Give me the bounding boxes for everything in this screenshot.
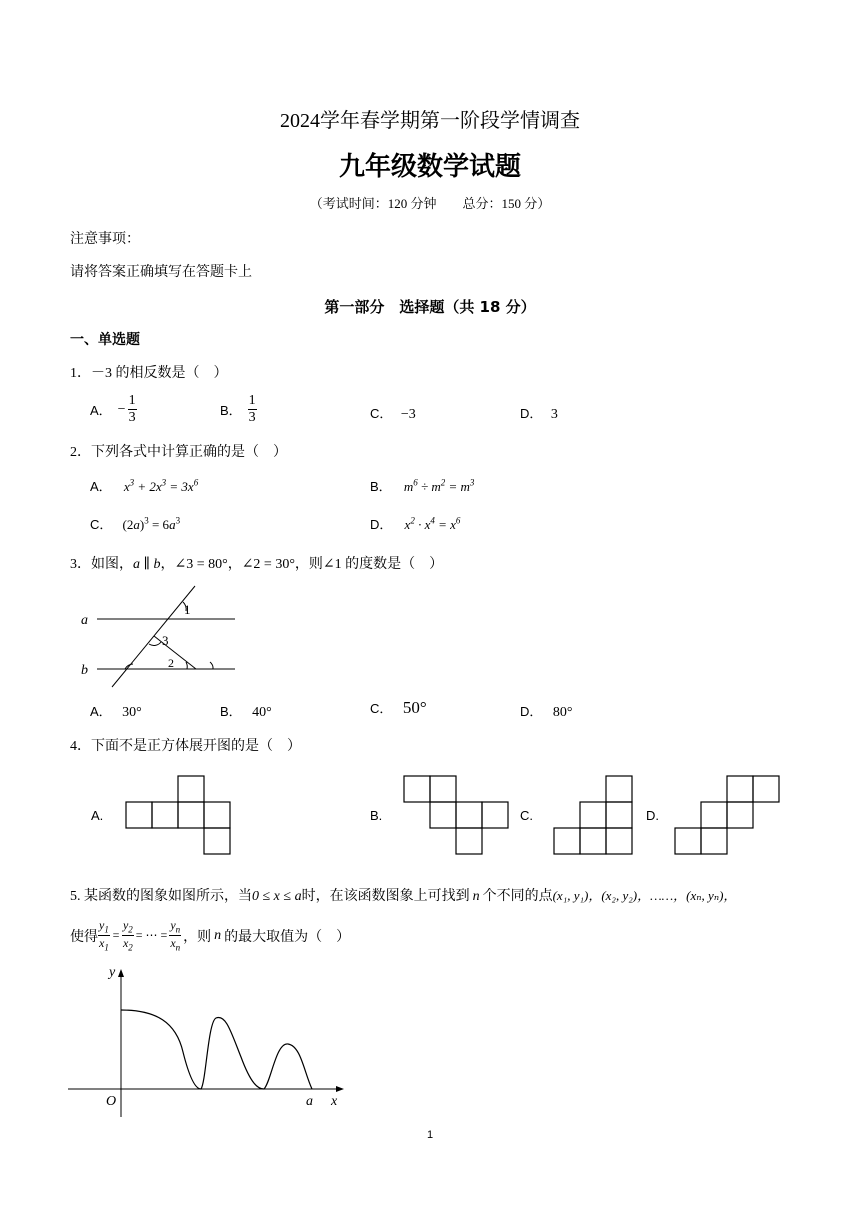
q2-option-d[interactable] bbox=[370, 514, 460, 533]
y-axis-arrow bbox=[118, 969, 124, 977]
q2-stem: 2．下列各式中计算正确的是（ ） bbox=[70, 445, 287, 460]
label-1: 1 bbox=[184, 602, 191, 617]
q3-a-label: A． bbox=[90, 704, 112, 719]
q1-a-label: A． bbox=[90, 403, 112, 418]
part1-title: 第一部分 选择题（共 18 分） bbox=[324, 298, 536, 316]
q3-d-label: D． bbox=[520, 704, 543, 719]
q5-stem-line2 bbox=[70, 919, 350, 953]
q2-option-b[interactable] bbox=[370, 476, 474, 495]
label-b: b bbox=[81, 663, 88, 678]
q3-a-value: 30° bbox=[122, 705, 142, 720]
angle-2-arc bbox=[186, 662, 187, 669]
q1-option-a[interactable] bbox=[90, 394, 137, 425]
graph-label-origin: O bbox=[106, 1094, 117, 1109]
q2-a-expr: $x^3 + 2x^3 = 3x^6$ bbox=[123, 477, 199, 494]
q2-option-c[interactable] bbox=[90, 514, 180, 533]
q4-net-a[interactable] bbox=[125, 775, 235, 857]
q1-b-den: 3 bbox=[248, 410, 256, 425]
q3-c-value: 50° bbox=[402, 698, 427, 717]
q5-stem2-b: ，则 bbox=[183, 929, 212, 945]
label-2: 2 bbox=[168, 656, 174, 670]
section-title: 一、单选题 bbox=[70, 332, 140, 348]
q5-ratio-expression: $\frac{y_1}{x_1}$ = $\frac{y_2}{x_2}$ = ⋯ = $\frac{y_n}{x_n}$ bbox=[99, 918, 181, 953]
q2-a-label: A． bbox=[90, 479, 112, 494]
q2-c-expr: $(2a)^3 = 6a^3$ bbox=[122, 515, 181, 532]
q5-stem1-cond: 0 ≤ x ≤ a bbox=[252, 889, 302, 904]
page-number: 1 bbox=[426, 1129, 434, 1141]
q1-a-den: 3 bbox=[128, 410, 136, 425]
q3-d-value: 80° bbox=[552, 705, 573, 720]
transversal bbox=[112, 586, 195, 687]
q2-b-expr: $m^6 \div m^2 = m^3$ bbox=[403, 477, 475, 494]
q3-b-value: 40° bbox=[252, 705, 272, 720]
q4-net-c[interactable] bbox=[553, 775, 637, 857]
exam-meta: （考试时间：120 分钟 总分：150 分） bbox=[309, 196, 551, 211]
q1-option-d[interactable] bbox=[520, 403, 558, 423]
q1-d-value: 3 bbox=[550, 407, 558, 422]
q3-stem-pre: 3．如图， bbox=[70, 557, 133, 572]
q1-c-label: C． bbox=[370, 406, 393, 421]
q3-option-b[interactable] bbox=[220, 701, 272, 721]
q3-stem-parallel: a ∥ b bbox=[133, 557, 161, 572]
q5-stem2-n: n bbox=[214, 927, 222, 943]
q3-stem bbox=[70, 553, 443, 573]
q3-c-label: C． bbox=[370, 701, 393, 716]
q4-b-label[interactable]: B. bbox=[370, 808, 383, 823]
angle-b2-arc bbox=[210, 662, 213, 669]
graph-label-x: x bbox=[331, 1094, 338, 1109]
q1-a-sign: − bbox=[117, 401, 126, 417]
q5-stem2-c: 的最大取值为（ ） bbox=[224, 929, 351, 945]
notice-label: 注意事项： bbox=[70, 232, 140, 247]
q3-figure bbox=[75, 582, 255, 692]
function-curve bbox=[121, 1010, 312, 1089]
q1-d-label: D． bbox=[520, 406, 543, 421]
q1-option-b[interactable] bbox=[220, 394, 257, 425]
q4-d-label[interactable]: D. bbox=[646, 808, 659, 823]
q1-a-fraction bbox=[128, 394, 137, 425]
q4-stem: 4．下面不是正方体展开图的是（ ） bbox=[70, 739, 301, 754]
q3-option-d[interactable] bbox=[520, 701, 572, 721]
q3-b-label: B． bbox=[220, 704, 242, 719]
q1-b-label: B． bbox=[220, 403, 242, 418]
q1-a-num: 1 bbox=[128, 393, 136, 408]
q5-stem1-n: n bbox=[472, 889, 480, 904]
q1-b-fraction bbox=[248, 394, 257, 425]
q5-stem1-c: 个不同的点 bbox=[482, 889, 553, 904]
q4-net-b[interactable] bbox=[403, 775, 513, 857]
graph-label-a: a bbox=[306, 1094, 313, 1109]
q2-c-label: C． bbox=[90, 517, 113, 532]
q5-stem1-b: 时，在该函数图象上可找到 bbox=[301, 889, 470, 904]
q5-stem1-points: (x₁, y₁)，(x₂, y₂)，……，(xₙ, yₙ)， bbox=[552, 888, 737, 903]
q2-d-expr: $x^2 \cdot x^4 = x^6$ bbox=[404, 515, 461, 532]
q5-stem2-a: 使得 bbox=[70, 929, 98, 945]
q1-b-num: 1 bbox=[248, 393, 256, 408]
q1-stem: 1．－3 的相反数是（ ） bbox=[70, 366, 228, 381]
q2-b-label: B． bbox=[370, 479, 392, 494]
q2-d-label: D． bbox=[370, 517, 393, 532]
q5-stem-line1 bbox=[70, 885, 736, 905]
q5-graph bbox=[66, 962, 356, 1122]
segment-2 bbox=[154, 636, 196, 669]
q3-stem-mid: ，∠3 = 80°，∠2 = 30°，则∠1 的度数是（ ） bbox=[160, 557, 444, 572]
q1-c-value: −3 bbox=[400, 407, 416, 422]
q4-c-label[interactable]: C. bbox=[520, 808, 533, 823]
q5-stem1-a: 5. 某函数的图象如图所示，当 bbox=[70, 889, 252, 904]
q4-a-label[interactable]: A. bbox=[91, 808, 104, 823]
q1-option-c[interactable] bbox=[370, 403, 416, 423]
q2-option-a[interactable] bbox=[90, 476, 198, 495]
graph-label-y: y bbox=[109, 965, 116, 980]
label-3: 3 bbox=[162, 633, 169, 648]
exam-title-line2: 九年级数学试题 bbox=[338, 152, 521, 182]
q3-option-a[interactable] bbox=[90, 701, 142, 721]
exam-title-line1: 2024学年春学期第一阶段学情调查 bbox=[280, 110, 580, 132]
x-axis-arrow bbox=[336, 1086, 344, 1092]
label-a: a bbox=[81, 613, 88, 628]
angle-3-arc bbox=[149, 642, 161, 645]
q3-option-c[interactable] bbox=[370, 698, 427, 718]
notice-text: 请将答案正确填写在答题卡上 bbox=[70, 265, 252, 280]
q4-net-d[interactable] bbox=[674, 775, 784, 857]
